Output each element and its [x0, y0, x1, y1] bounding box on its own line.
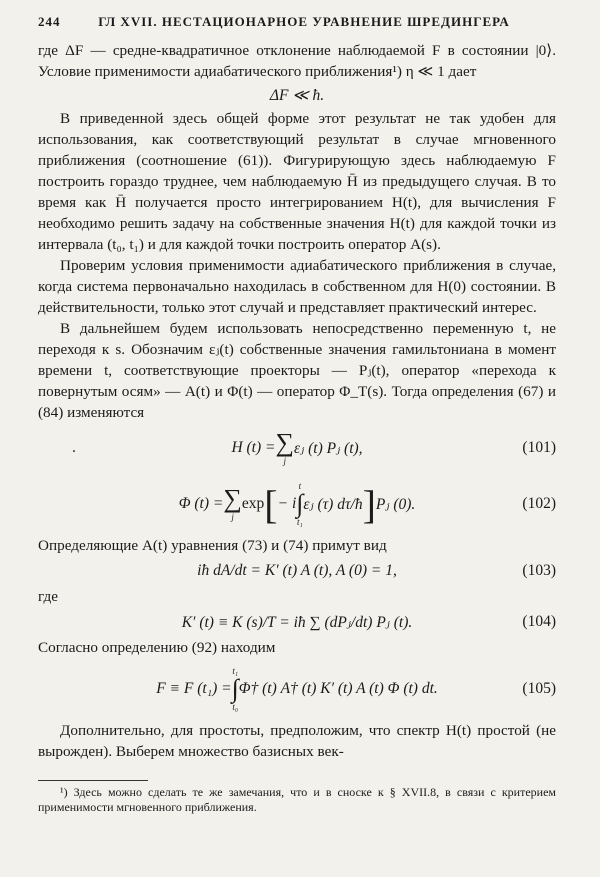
eq102-tail: Pⱼ (0).	[375, 495, 416, 513]
left-bracket: [	[264, 481, 278, 527]
equation-101: . H (t) = ∑ j εⱼ (t) Pⱼ (t), (101)	[72, 428, 556, 466]
eq102-integrand: εⱼ (τ) dτ/ħ	[303, 495, 363, 513]
equation-105	[38, 658, 556, 720]
equation-104	[38, 607, 556, 637]
eq103-number: (103)	[522, 562, 556, 579]
eq105-integrand: Φ† (t) A† (t) K′ (t) A (t) Φ (t) dt.	[238, 680, 438, 697]
right-bracket: ]	[362, 481, 376, 527]
equation-delta-text: ΔF ≪ ħ.	[269, 86, 325, 104]
eq105-upper: t₁	[232, 666, 238, 676]
eq101-rhs: εⱼ (t) Pⱼ (t),	[294, 439, 363, 457]
footnote: ¹) Здесь можно сделать те же замечания, что и в сноске к § XVII.8, в связи с критерием применимости мгновенного приближения.	[38, 785, 556, 814]
integral-sign: ∫	[231, 674, 239, 703]
sum-sign: ∑	[223, 484, 242, 513]
integral-sign: ∫	[296, 489, 304, 518]
eq102-lhs: Φ (t) =	[178, 495, 224, 512]
paragraph-6: Согласно определению (92) находим	[38, 639, 276, 656]
footnote-divider	[38, 780, 148, 781]
eq105-number: (105)	[522, 680, 556, 697]
eq102-lower: t₁	[297, 517, 303, 527]
eq102-minus-i: − i	[277, 495, 297, 512]
paragraph-4: В дальнейшем будем использовать непосредственно переменную t, не переходя к s. Обозначим εⱼ(t) собственные значения гамильтониана в момент времени t, соответствующие проекторы — Pⱼ(t), оператор «перехода к повернутым осям» — A(t) и Φ(t) — оператор Φ_T(s). Тогда определения (67) и (84) изменяются	[38, 320, 556, 421]
equation-delta	[38, 82, 556, 108]
eq102-number: (102)	[522, 495, 556, 512]
where-label: где	[38, 588, 58, 605]
paragraph-5: Определяющие A(t) уравнения (73) и (74) примут вид	[38, 537, 387, 554]
paragraph-3: Проверим условия применимости адиабатического приближения в случае, когда система первоначально находилась в собственном для H(0) состоянии. В действительности, только этот случай и представляет практический интерес.	[38, 257, 556, 316]
equation-103	[38, 556, 556, 586]
eq102-upper: t	[298, 481, 302, 491]
eq105-lower: t₀	[232, 702, 238, 712]
paragraph-2: В приведенной здесь общей форме этот результат не так удобен для использования, как соответствующий результат в случае мгновенного приближения (соотношение (61)). Фигурирующую здесь наблюдаемую F построить гораздо труднее, чем наблюдаемую H̄ из предыдущего случая. В то время как H̄ получается просто интегрированием H(t), для вычисления F необходимо решить задачу на собственные значения H(t) для каждой точки из интервала (t₀, t₁) и для каждой точки построить оператор A(s).	[38, 110, 556, 253]
eq102-exp: exp	[241, 495, 265, 512]
eq104-text: K′ (t) ≡ K (s)/T = iħ ∑ (dPⱼ/dt) Pⱼ (t).	[181, 613, 413, 631]
chapter-title: ГЛ XVII. НЕСТАЦИОНАРНОЕ УРАВНЕНИЕ ШРЕДИНГЕРА	[98, 14, 510, 29]
paragraph-1: где ΔF — средне-квадратичное отклонение наблюдаемой F в состоянии |0⟩. Условие применимости адиабатического приближения¹) η ≪ 1 дает	[38, 42, 556, 80]
eq105-lhs: F ≡ F (t₁) =	[156, 680, 232, 697]
page-number: 244	[38, 14, 61, 29]
eq103-text: iħ dA/dt = K′ (t) A (t), A (0) = 1,	[197, 562, 397, 579]
eq104-number: (104)	[522, 613, 556, 630]
paragraph-7: Дополнительно, для простоты, предположим, что спектр H(t) простой (не вырожден). Выберем множество базисных век-	[38, 722, 556, 760]
sum-sign: ∑	[275, 428, 295, 457]
eq102-index: j	[231, 512, 234, 522]
running-header	[38, 14, 556, 30]
eq101-lhs: H (t) =	[231, 439, 276, 456]
equation-102	[38, 473, 556, 535]
eq101-index: j	[283, 456, 287, 466]
eq101-number: (101)	[522, 439, 556, 456]
